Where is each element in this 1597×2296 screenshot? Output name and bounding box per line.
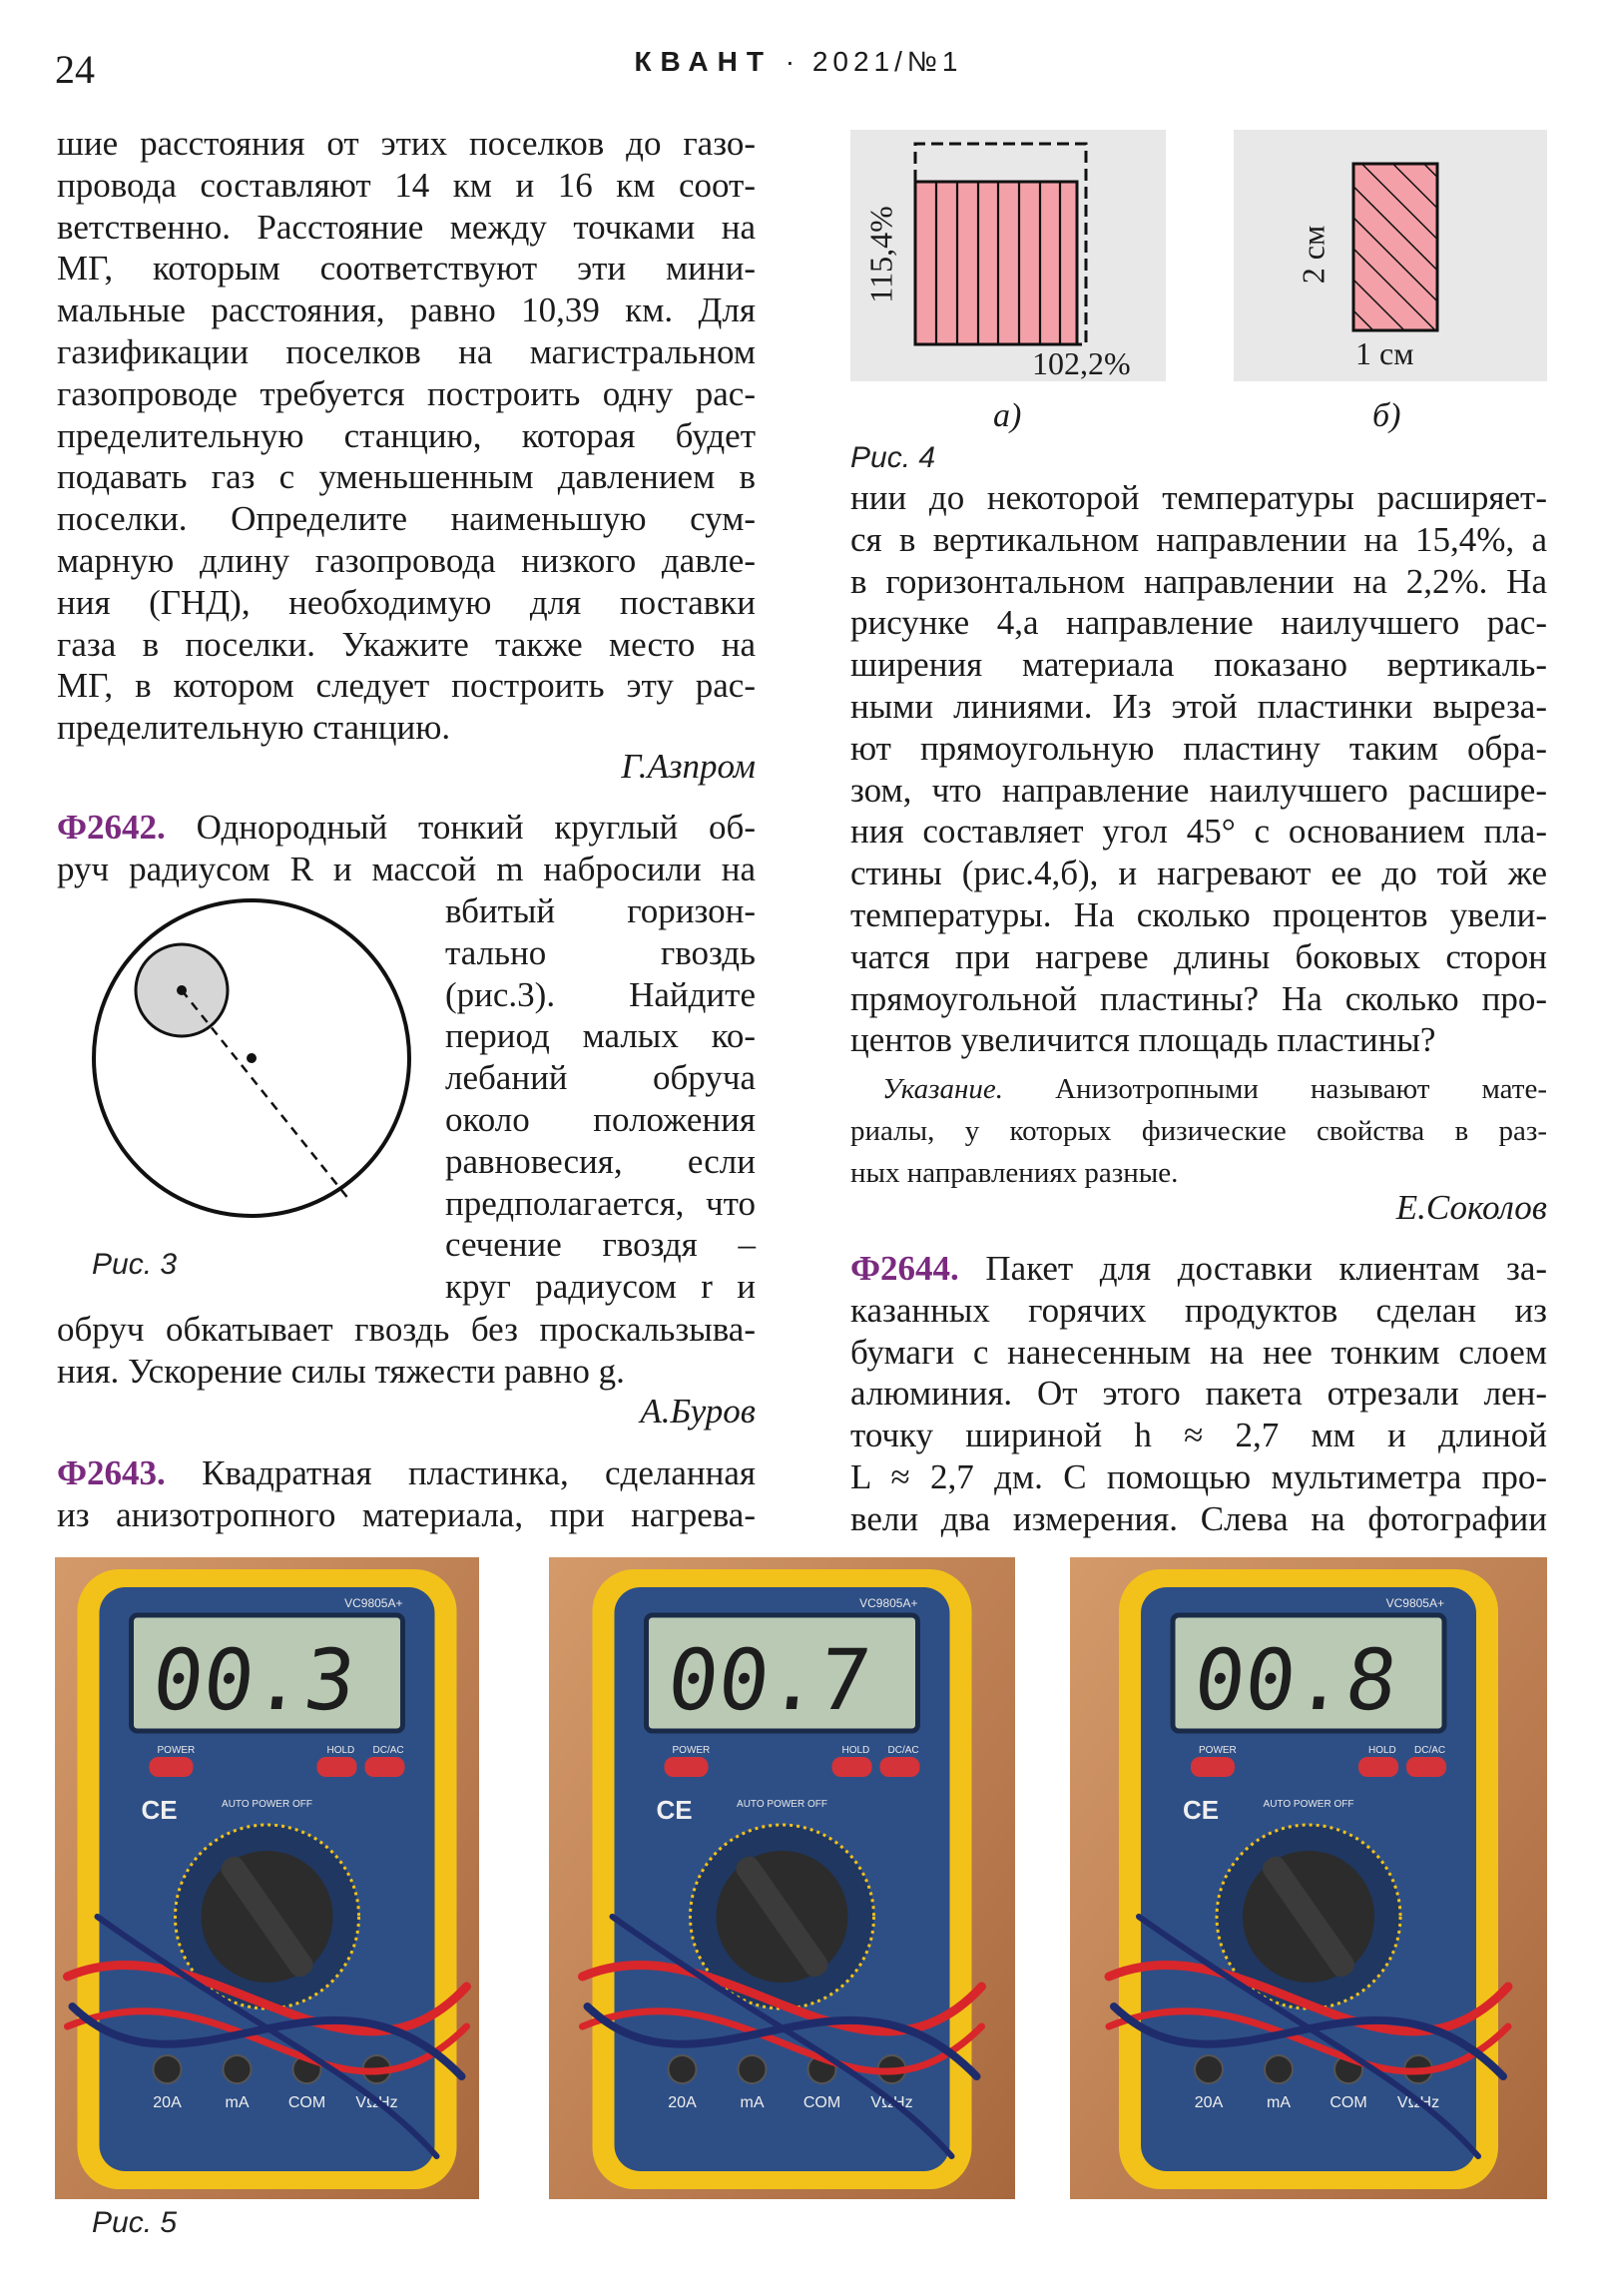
text-line: провода составляют 14 км и 16 км соот- [57, 165, 756, 205]
text-line: Однородный тонкий круглый об- [196, 808, 756, 847]
intro-text [57, 123, 756, 749]
label-vertical-b: 2 см [1295, 225, 1331, 285]
text-line: поселки. Определите наименьшую сум- [57, 499, 756, 539]
text-line: вбитый горизон- [445, 891, 756, 930]
problem-f2642-head [57, 807, 756, 890]
journal-title: КВАНТ [634, 46, 773, 77]
figure-4b-label: б) [1372, 397, 1401, 434]
port-ma-socket[interactable] [1265, 2055, 1293, 2083]
issue-number: 2021/№1 [811, 46, 963, 77]
dcac-button[interactable] [365, 1757, 405, 1777]
problem-f2643-head [57, 1452, 756, 1536]
text-line: риалы, у которых физические свойства в раз- [850, 1115, 1547, 1147]
text-line: период малых ко- [445, 1016, 756, 1056]
text-line: около положения [445, 1099, 756, 1139]
text-line: газификации поселков на магистральном [57, 331, 756, 371]
text-line: равновесия, если [445, 1141, 756, 1181]
port-20a-label: 20A [668, 2094, 697, 2111]
text-line: шие расстояния от этих поселков до газо- [57, 124, 756, 163]
port-com-label: COM [287, 2094, 326, 2111]
plate-a-rect [915, 182, 1077, 344]
hold-button[interactable] [317, 1757, 357, 1777]
author-azprom: Г.Азпром [621, 747, 756, 786]
text-line: в горизонтальном направлении на 2,2%. На [850, 561, 1547, 601]
dcac-button[interactable] [1406, 1757, 1446, 1777]
text-line: Квадратная пластинка, сделанная [202, 1453, 756, 1492]
figure-4b-panel [1234, 130, 1547, 381]
text-line: ния составляет угол 45° с основанием пла- [850, 812, 1547, 852]
note-label: Указание. [882, 1073, 1003, 1105]
text-line: прямоугольной пластины? На сколько про- [850, 978, 1547, 1018]
figure-4-caption: Рис. 4 [850, 441, 936, 474]
text-line: зом, что направление наилучшего расшире- [850, 770, 1547, 810]
power-label: POWER [672, 1745, 711, 1756]
text-line: лебаний обруча [445, 1058, 756, 1098]
text-line: предполагается, что [445, 1183, 756, 1223]
meter-brand: VC9805A+ [859, 1596, 918, 1610]
text-line: нии до некоторой температуры расширяет- [850, 478, 1547, 517]
multimeter-photo-3 [1070, 1557, 1547, 2199]
problem-f2643-body [850, 477, 1547, 1061]
problem-f2642-end [57, 1309, 756, 1393]
dcac-label: DC/AC [372, 1745, 404, 1756]
text-line: Анизотропными называют мате- [1055, 1073, 1547, 1105]
text-line: пределительную станцию. [57, 708, 451, 748]
hold-button[interactable] [1358, 1757, 1398, 1777]
figure-3-caption: Рис. 3 [92, 1248, 178, 1281]
text-line: бумаги с нанесенным на нее тонким слоем [850, 1332, 1547, 1372]
ce-mark: CE [141, 1795, 178, 1825]
dcac-label: DC/AC [1414, 1745, 1446, 1756]
text-line: ными линиями. Из этой пластинки выреза- [850, 686, 1547, 726]
lcd-reading: 00.8 [1189, 1631, 1402, 1729]
port-20a-socket[interactable] [154, 2055, 182, 2083]
text-line: стины (рис.4,б), и нагревают ее до той же [850, 854, 1547, 893]
text-line: ния (ГНД), необходимую для поставки [57, 582, 756, 622]
port-vohz-label: VΩHz [870, 2094, 913, 2111]
power-button[interactable] [150, 1757, 194, 1777]
nail-center-dot [177, 985, 187, 995]
note-block [850, 1068, 1547, 1194]
text-line: МГ, которым соответствуют эти мини- [57, 249, 756, 288]
text-line: газа в поселки. Укажите также место на [57, 624, 756, 664]
text-line: (рис.3). Найдите [445, 974, 756, 1014]
text-line: тально гвоздь [445, 932, 756, 972]
port-com-label: COM [1330, 2094, 1367, 2111]
author-sokolov: Е.Соколов [1395, 1188, 1547, 1227]
text-line: обруч обкатывает гвоздь без проскальзыва- [57, 1310, 756, 1349]
port-ma-socket[interactable] [739, 2055, 767, 2083]
hold-label: HOLD [841, 1745, 870, 1756]
lcd-reading: 00.3 [148, 1631, 360, 1729]
port-20a-socket[interactable] [669, 2055, 697, 2083]
label-horizontal-b: 1 см [1355, 335, 1414, 371]
hold-label: HOLD [326, 1745, 355, 1756]
text-line: ся в вертикальном направлении на 15,4%, а [850, 519, 1547, 559]
text-line: Пакет для доставки клиентам за- [985, 1249, 1548, 1288]
header-separator: · [785, 46, 800, 77]
text-line: подавать газ с уменьшенным давлением в [57, 457, 756, 497]
ce-mark: CE [1183, 1795, 1220, 1825]
dcac-button[interactable] [880, 1757, 920, 1777]
text-line: казанных горячих продуктов сделан из [850, 1290, 1547, 1330]
text-line: мальные расстояния, равно 10,39 км. Для [57, 290, 756, 330]
text-line: L ≈ 2,7 дм. С помощью мультиметра про- [850, 1456, 1547, 1496]
diameter-dashed-line [182, 990, 349, 1200]
power-button[interactable] [1191, 1757, 1235, 1777]
text-line: температуры. На сколько процентов увели- [850, 894, 1547, 934]
problem-id-f2644: Ф2644. [850, 1249, 959, 1288]
page-number: 24 [55, 47, 95, 92]
text-line: ют прямоугольную пластину таким обра- [850, 728, 1547, 768]
text-line: центов увеличится площадь пластины? [850, 1020, 1436, 1060]
text-line: ветственно. Расстояние между точками на [57, 207, 756, 247]
power-label: POWER [157, 1745, 196, 1756]
multimeter-photo-2 [549, 1557, 1015, 2199]
running-header [0, 46, 1597, 78]
ce-mark: CE [656, 1795, 693, 1825]
text-line: ных направлениях разные. [850, 1157, 1179, 1189]
port-ma-socket[interactable] [224, 2055, 252, 2083]
problem-f2644 [850, 1248, 1547, 1540]
text-line: круг радиусом r и [445, 1267, 756, 1307]
hold-label: HOLD [1368, 1745, 1396, 1756]
port-20a-label: 20A [153, 2094, 182, 2111]
port-20a-socket[interactable] [1195, 2055, 1223, 2083]
text-line: чатся при нагреве длины боковых сторон [850, 936, 1547, 976]
text-line: ния. Ускорение силы тяжести равно g. [57, 1351, 625, 1391]
text-line: из анизотропного материала, при нагрева- [57, 1494, 756, 1534]
hoop-center-dot [247, 1053, 257, 1063]
multimeter-photo-1 [55, 1557, 479, 2199]
text-line: марную длину газопровода низкого давле- [57, 540, 756, 580]
port-vohz-label: VΩHz [1396, 2094, 1440, 2111]
port-com-label: COM [802, 2094, 841, 2111]
text-line: МГ, в котором следует построить эту рас- [57, 666, 756, 706]
problem-id-f2643: Ф2643. [57, 1453, 166, 1492]
port-20a-label: 20A [1194, 2094, 1224, 2111]
label-horizontal-a: 102,2% [1032, 345, 1131, 381]
meter-brand: VC9805A+ [344, 1596, 403, 1610]
text-line: рисунке 4,а направление наилучшего рас- [850, 603, 1547, 643]
text-line: алюминия. От этого пакета отрезали лен- [850, 1374, 1547, 1414]
plate-b-hatched-rect [1353, 164, 1437, 330]
lcd-reading: 00.7 [663, 1631, 875, 1729]
port-ma-label: mA [740, 2094, 765, 2111]
figure-5-caption: Рис. 5 [92, 2206, 178, 2239]
power-button[interactable] [665, 1757, 709, 1777]
auto-power-off-label: AUTO POWER OFF [222, 1799, 312, 1810]
power-label: POWER [1199, 1745, 1237, 1756]
text-line: газопроводе требуется построить одну рас- [57, 373, 756, 413]
text-line: точку шириной h ≈ 2,7 мм и длиной [850, 1416, 1547, 1455]
port-ma-label: mA [1267, 2094, 1291, 2111]
auto-power-off-label: AUTO POWER OFF [737, 1799, 827, 1810]
figure-4a-panel [850, 130, 1166, 381]
text-line: вели два измерения. Слева на фотографии [850, 1498, 1547, 1538]
author-burov: А.Буров [640, 1392, 756, 1431]
port-ma-label: mA [225, 2094, 250, 2111]
text-line: сечение гвоздя – [445, 1225, 756, 1265]
auto-power-off-label: AUTO POWER OFF [1263, 1799, 1354, 1810]
text-line: ширения материала показано вертикаль- [850, 645, 1547, 685]
dcac-label: DC/AC [887, 1745, 919, 1756]
hold-button[interactable] [832, 1757, 872, 1777]
figure-3-hoop [70, 893, 439, 1233]
figure-4a-label: а) [993, 397, 1022, 434]
text-line: руч радиусом R и массой m набросили на [57, 849, 756, 888]
text-line: пределительную станцию, которая будет [57, 415, 756, 455]
meter-brand: VC9805A+ [1385, 1596, 1444, 1610]
port-vohz-label: VΩHz [355, 2094, 398, 2111]
problem-id-f2642: Ф2642. [57, 808, 166, 847]
problem-f2642-side [445, 890, 756, 1308]
label-vertical-a: 115,4% [862, 206, 899, 303]
